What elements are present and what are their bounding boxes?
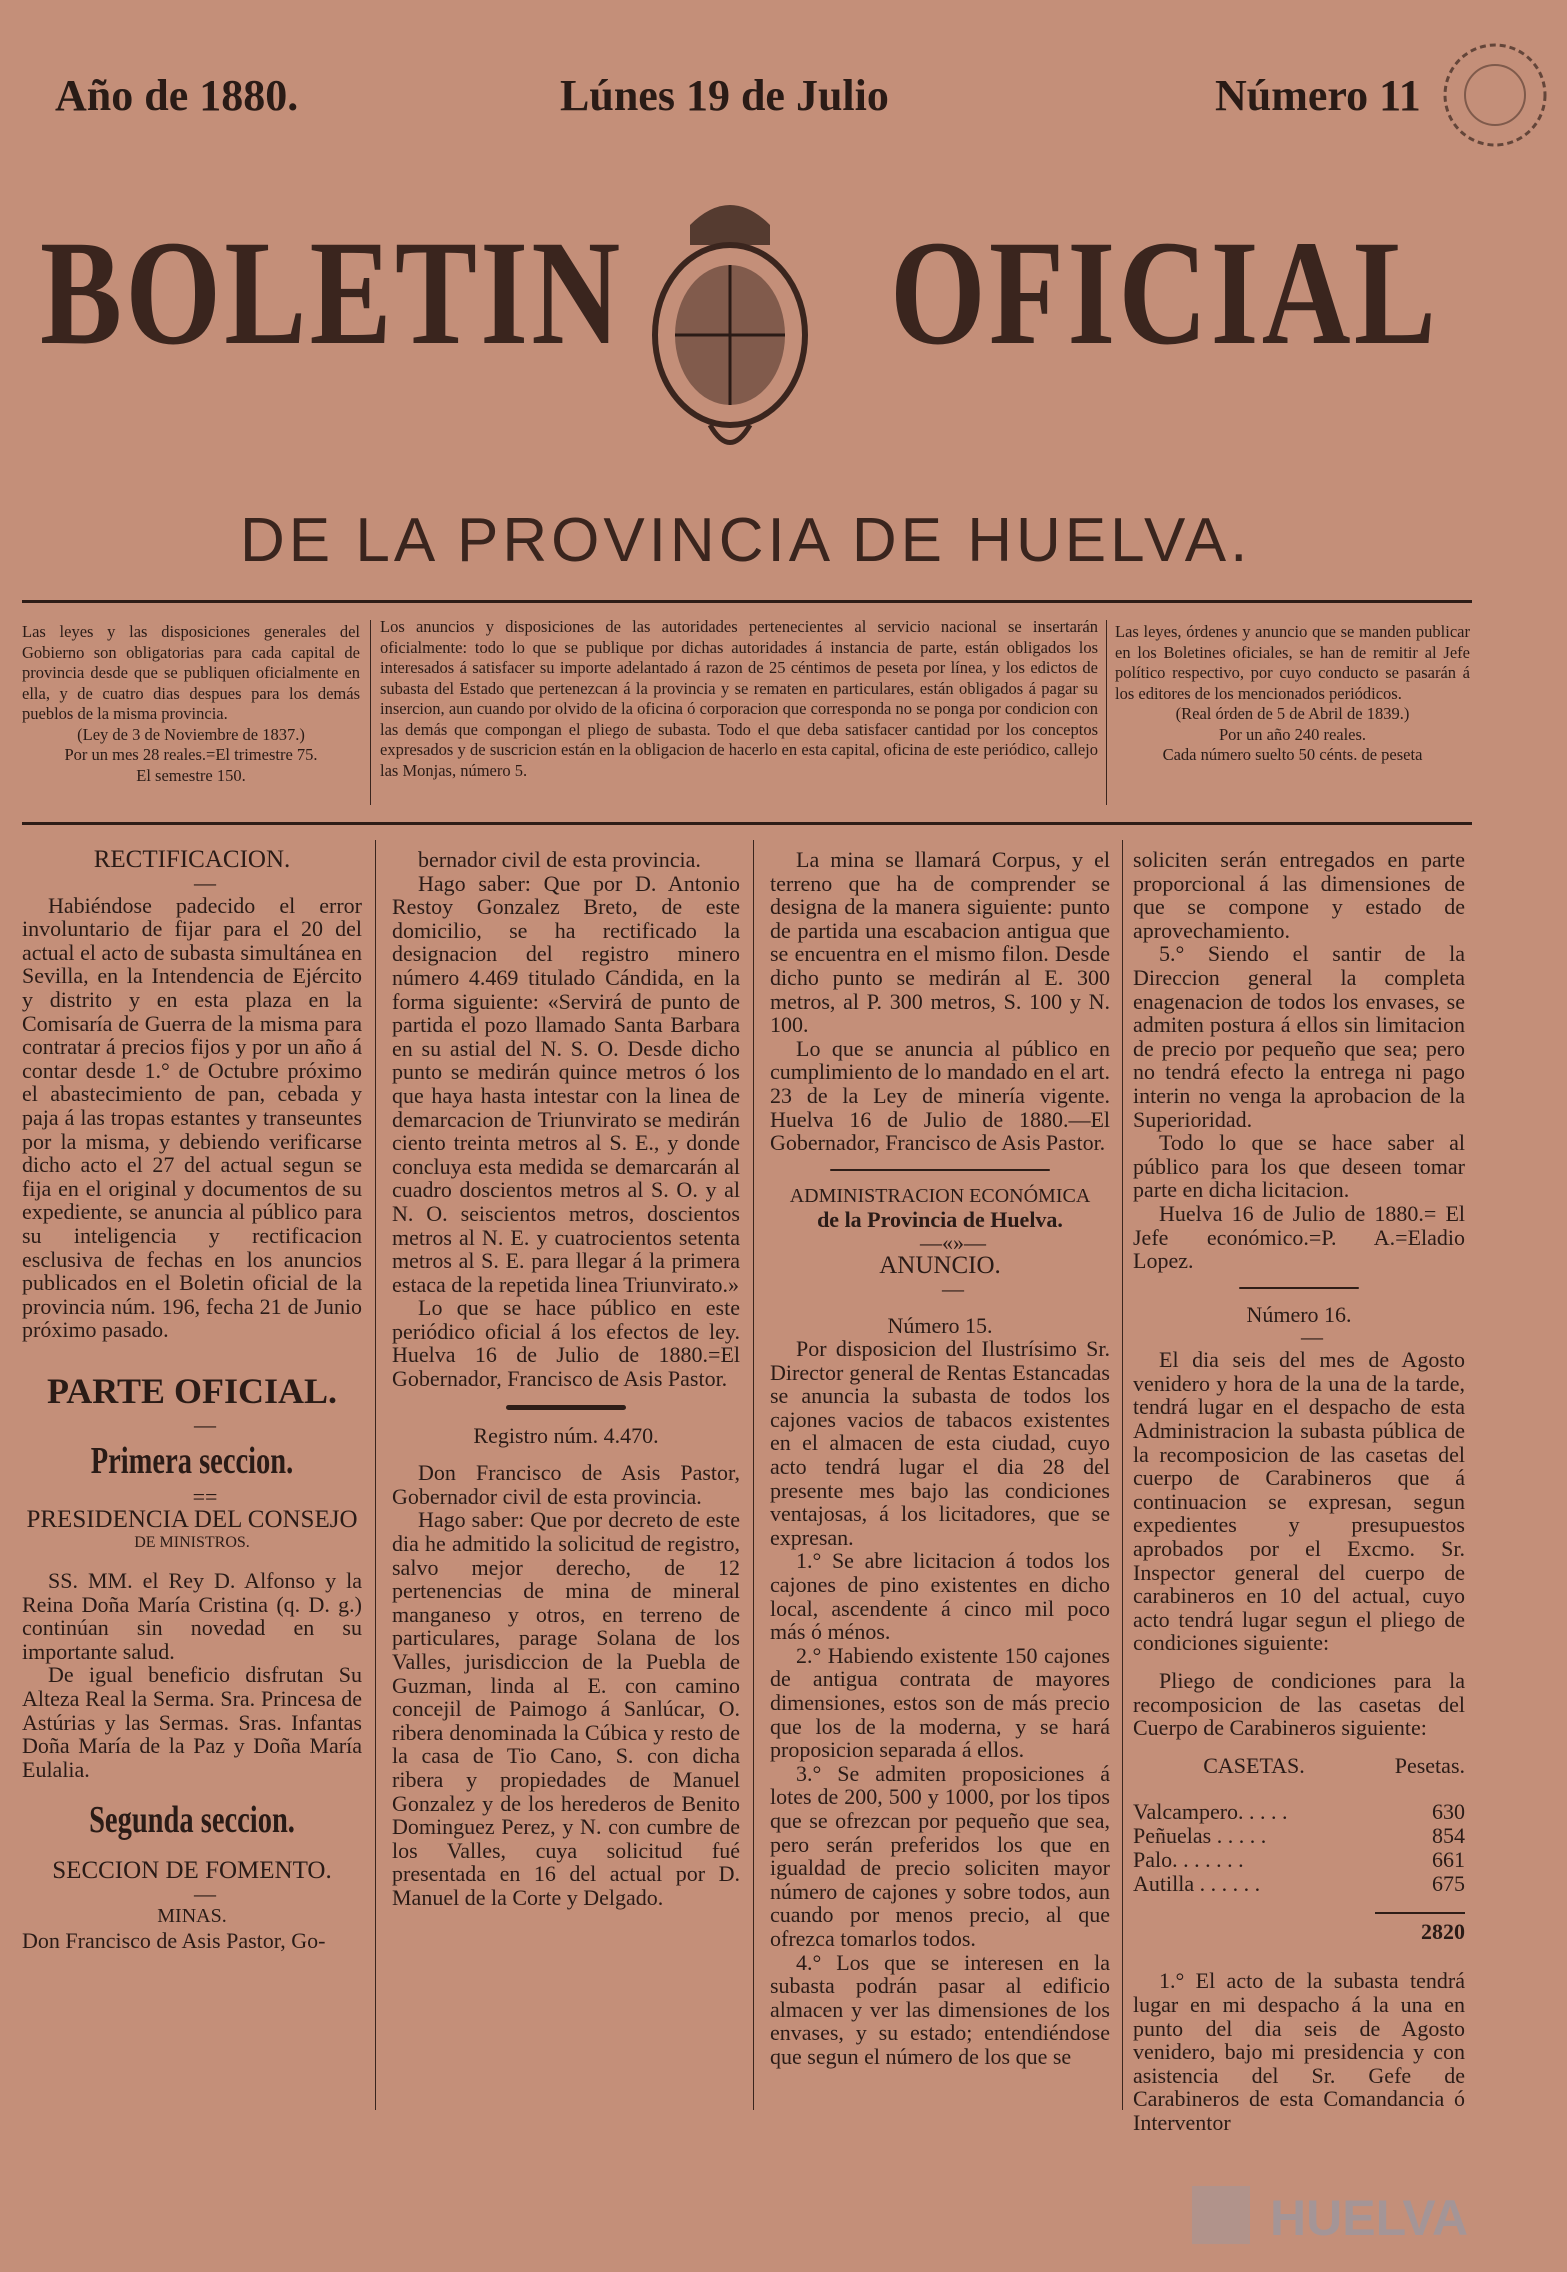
news-paragraph: Hago saber: Que por D. Antonio Restoy Gonzalez Breto, de este domicilio, se ha rectificado la designacion del registro minero número 4.469 titulado Cándida, en la forma siguiente: «Servirá de punto de partida el pozo llamado Santa Barbara en su astial del N. S. O. Desde dicho punto se medirán quince metros ó los que haya hasta intestar con la linea de demarcacion de Triunvirato se medirán ciento treinta metros al S. E., y donde concluya esta medida se demarcarán al cuadro doscientos metros al S. O. y al N. O. seiscientos metros, doscientos metros al N. E. y cuatrocientos setenta metros al S. E. para llegar á la primera estaca de la repetida linea Triunvirato.» [392,870,740,1297]
news-paragraph: De igual beneficio disfrutan Su Alteza Real la Serma. Sra. Princesa de Astúrias y las Sermas. Sras. Infantas Doña María de la Paz y Doña María Eulalia. [22,1662,362,1782]
notice-middle-text: Los anuncios y disposiciones de las autoridades pertenecientes al servicio nacional se insertarán oficialmente: todo lo que se publique por dichas autoridades á instancia de parte, están obligados los interesados á satisfacer su importe adelantado á razon de 25 céntimos de peseta por línea, y los edictos de subasta del Estado que pertenezcan á la provincia y se rematen en particulares, están obligados á pagar su insercion, aun cuando por olvido de la oficina ó corporacion que corresponda no se ponga por condicion con las demás que compongan el pliego de subasta. Todo el que deba satisfacer cantidad por los conceptos expresados y de suscricion están en la obligacion de hacerlo en esta capital, oficina de este periódico, callejo las Monjas, número 5. [380,617,1098,780]
subtitle-provincia: DE LA PROVINCIA DE HUELVA. [240,506,1252,575]
notice-left-ley: (Ley de 3 de Noviembre de 1837.) [77,724,305,744]
total-rule [1375,1912,1465,1914]
registro-heading: Registro núm. 4.470. [473,1422,659,1448]
caseta-name: Peñuelas . . . . . [1133,1822,1267,1848]
divider-dash: — [194,869,216,895]
news-paragraph: Todo lo que se hace saber al público para los que deseen tomar parte en dicha licitacion. [1133,1130,1465,1203]
caseta-value: 854 [1432,1822,1465,1848]
caseta-name: Autilla . . . . . . [1133,1870,1261,1896]
issue-year: Año de 1880. [55,71,299,120]
divider-dash: == [192,1483,218,1509]
coat-of-arms-icon [630,185,830,465]
condition-2: 2.° Habiendo existente 150 cajones de antigua contrata de mayores dimensiones, estos son de más precio que los de la moderna, y se hará proposicion separada á ellos. [770,1642,1110,1763]
notice-right-single: Cada número suelto 50 cénts. de peseta [1162,745,1423,764]
news-paragraph: Don Francisco de Asis Pastor, Go- [22,1927,326,1953]
parte-oficial-heading: PARTE OFICIAL. [46,1370,338,1411]
watermark-logo-icon [1190,2180,1530,2250]
divider-dash: — [942,1275,964,1301]
column-1 [22,848,362,1952]
table-row [1133,1848,1465,1872]
issue-date: Lúnes 19 de Julio [560,71,889,120]
divider-dash: — [194,1881,216,1906]
anuncio-heading: ANUNCIO. [879,1251,1001,1279]
divider-dash: — [194,1411,216,1437]
table-row [1133,1872,1465,1896]
notice-divider [370,620,371,805]
column-3 [770,848,1110,2069]
table-header-casetas: CASETAS. [1203,1752,1305,1778]
caseta-name: Palo. . . . . . . [1133,1846,1244,1872]
news-paragraph: El dia seis del mes de Agosto venidero y hora de la una de la tarde, tendrá lugar en el despacho de esta Administracion la subasta pública de la recomposicion de las casetas del cuerpo de Carabineros que á continuacion se expresan, segun expedientes y presupuestos aprobados por el Excmo. Sr. Inspector general del cuerpo de carabineros en 10 del actual, cuyo acto tendrá lugar segun el pliego de condiciones siguiente: [1133,1347,1465,1656]
presidencia-heading: PRESIDENCIA DEL CONSEJO [26,1505,358,1533]
caseta-value: 630 [1432,1798,1465,1824]
condition-3: 3.° Se admiten proposiciones á lotes de 200, 500 y 1000, por los tipos que se ofrezcan por pequeño que sea, pero serán preferidos los que en igualdad de precio soliciten mayor número de cajones y sobre todos, aun cuando por menos precio, al que ofrezca tomarlos todos. [770,1760,1110,1951]
divider-dash: —«»— [920,1229,986,1255]
news-paragraph: Pliego de condiciones para la recomposicion de las casetas del Cuerpo de Carabineros siguiente: [1133,1668,1465,1741]
divider-dash: — [1301,1324,1323,1350]
news-paragraph: Don Francisco de Asis Pastor, Gobernador civil de esta provincia. [392,1460,740,1509]
title-oficial: OFICIAL [890,210,1440,376]
news-paragraph: soliciten serán entregados en parte proporcional á las dimensiones de que se compone y estado de aprovechamiento. [1133,847,1465,943]
primera-seccion-heading: Primera seccion. [90,1439,294,1482]
notice-right-text: Las leyes, órdenes y anuncio que se manden publicar en los Boletines oficiales, se han de remitir al Jefe político respectivo, por cuyo conducto se pasarán á los editores de los mencionados periódicos. [1115,622,1470,703]
notice-right-price: Por un año 240 reales. [1218,724,1367,744]
section-rule [1239,1287,1359,1289]
notice-rule [22,822,1472,825]
numero-15-heading: Número 15. [887,1312,993,1338]
section-rule [830,1169,1050,1171]
stamp-seal-icon [1425,35,1555,155]
column-4 [1133,848,1465,2135]
notice-left-semestre: El semestre 150. [136,765,246,785]
section-rule [506,1405,626,1410]
title-boletin: BOLETIN [40,210,624,376]
administracion-heading: ADMINISTRACION ECONÓMICA [789,1184,1091,1207]
table-header-row [1133,1754,1465,1778]
ministros-heading: DE MINISTROS. [134,1534,250,1552]
condition-4: 4.° Los que se interesen en la subasta podrán pasar al edificio almacen y ver las dimensiones de los envases, y su estado; entendiéndose que segun el número de los que se [770,1949,1110,2069]
notice-right-orden: (Real órden de 5 de Abril de 1839.) [1175,704,1410,723]
table-row [1133,1824,1465,1848]
rectificacion-body: Habiéndose padecido el error involuntario de fijar para el 20 del actual el acto de subasta simultánea en Sevilla, en la Intendencia de Ejército y distrito y en esta plaza en la Comisaría de Guerra de la misma para contratar á precios fijos y por un año á contar desde 1.° de Octubre próximo el abastecimiento de pan, cebada y paja á las tropas estantes y transeuntes por la misma, y debiendo verificarse dicho acto el 27 del actual segun se fija en el original y documentos de su expediente, se anuncia al público para su inteligencia y rectificacion esclusiva de fechas en los anuncios publicados en el Boletin oficial de la provincia núm. 196, fecha 21 de Junio próximo pasado. [22,892,362,1343]
news-paragraph: SS. MM. el Rey D. Alfonso y la Reina Doña María Cristina (q. D. g.) continúan sin novedad en su importante salud. [22,1568,362,1664]
notice-left [22,622,360,786]
column-divider [375,840,376,2110]
table-row [1133,1800,1465,1824]
casetas-table [1133,1754,1465,1896]
condition-1: 1.° Se abre licitacion á todos los cajones de pino existentes en dicho local, ascendente á cinco mil poco más ó ménos. [770,1548,1110,1645]
notice-left-price: Por un mes 28 reales.=El trimestre 75. [64,745,318,764]
caseta-value: 661 [1432,1846,1465,1872]
fomento-heading: SECCION DE FOMENTO. [52,1857,332,1885]
condition-5: 5.° Siendo el santir de la Direccion general la completa enagenacion de todos los envases, se admiten postura á ellos sin limitacion de precio por pequeño que sea; pero no tendrá efecto la entrega ni pago interin no venga la aprobacion de la Superioridad. [1133,941,1465,1132]
numero-16-heading: Número 16. [1246,1301,1352,1327]
casetas-total: 2820 [1421,1918,1465,1944]
minas-heading: MINAS. [157,1905,227,1927]
watermark-text: HUELVA [1270,2190,1469,2246]
masthead-rule [22,600,1472,603]
column-divider [753,840,754,2110]
notice-divider [1106,620,1107,805]
news-paragraph: Por disposicion del Ilustrísimo Sr. Director general de Rentas Estancadas se anuncia la subasta de todos los cajones vacios de tabacos existentes en el almacen de esta ciudad, cuyo acto tendrá lugar el dia 28 del presente mes bajo las condiciones ventajosas, á los licitadores, que se expresan. [770,1336,1110,1550]
table-header-pesetas: Pesetas. [1394,1752,1465,1778]
notice-middle [380,617,1098,781]
condition-1: 1.° El acto de la subasta tendrá lugar en mi despacho á la una en punto del dia seis de Agosto venidero, bajo mi presidencia y con asistencia del Sr. Gefe de Carabineros de esta Comandancia ó Interventor [1133,1968,1465,2135]
rectificacion-title: RECTIFICACION. [93,846,291,873]
news-paragraph: Huelva 16 de Julio de 1880.= El Jefe económico.=P. A.=Eladio Lopez. [1133,1200,1465,1274]
provincia-heading: de la Provincia de Huelva. [817,1207,1063,1233]
news-paragraph: La mina se llamará Corpus, y el terreno que ha de comprender se designa de la manera siguiente: punto de partida una escabacion antigua que se encuentra en el mismo filon. Desde dicho punto se medirán al E. 300 metros, al P. 300 metros, S. 100 y N. 100. [770,847,1110,1038]
notice-right [1115,622,1470,766]
issue-number: Número 11 [1215,71,1421,120]
notice-left-text: Las leyes y las disposiciones generales del Gobierno son obligatorias para cada capital de provincia desde que se publiquen oficialmente en ella, y de cuatro dias despues para los demás pueblos de la misma provincia. [22,622,360,723]
column-2 [392,848,740,1910]
caseta-value: 675 [1432,1870,1465,1896]
news-paragraph: Lo que se hace público en este periódico oficial á los efectos de ley. Huelva 16 de Julio de 1880.=El Gobernador, Francisco de Asis Pastor. [392,1295,740,1392]
news-paragraph: Lo que se anuncia al público en cumplimiento de lo mandado en el art. 23 de la Ley de minería vigente. Huelva 16 de Julio de 1880.—El Gobernador, Francisco de Asis Pastor. [770,1035,1110,1156]
caseta-name: Valcampero. . . . . [1133,1798,1288,1824]
column-divider [1122,840,1123,2110]
news-paragraph: bernador civil de esta provincia. [418,847,701,872]
segunda-seccion-heading: Segunda seccion. [89,1799,295,1842]
news-paragraph: Hago saber: Que por decreto de este dia he admitido la solicitud de registro, salvo mejor derecho, de 12 pertenencias de mina de mineral manganeso y otros, en terreno de particulares, parage Solana de los Valles, jurisdiccion de la Puebla de Guzman, linda al E. con camino concejil de Paimogo á Sanlúcar, O. ribera denominada la Cúbica y resto de la casa de Tio Cano, S. con dicha ribera y propiedades de Manuel Gonzalez y de los herederos de Benito Dominguez Perez, y N. con cumbre de los Valles, cuya solicitud fué presentada en 16 del actual por D. Manuel de la Corte y Delgado. [392,1507,740,1910]
